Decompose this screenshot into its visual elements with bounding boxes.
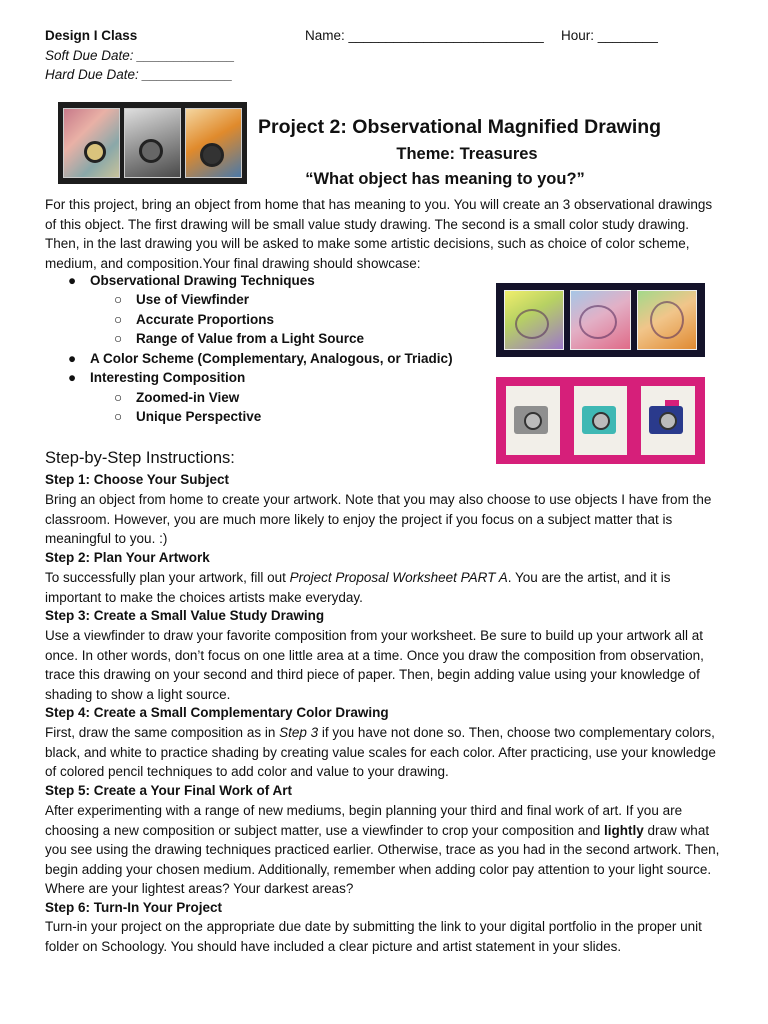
artwork-panel xyxy=(504,290,564,350)
list-item: A Color Scheme (Complementary, Analogous, or Triadic) xyxy=(90,351,453,366)
soft-due-date: Soft Due Date: _____________ xyxy=(45,47,235,63)
step-2-text xyxy=(45,568,725,607)
bullet-dot: ● xyxy=(68,370,77,385)
project-question: “What object has meaning to you?” xyxy=(305,170,585,188)
step-4-text xyxy=(45,723,725,782)
step-5-text xyxy=(45,801,725,899)
name-field: Name: __________________________ xyxy=(305,28,544,43)
wheel-shape xyxy=(200,143,224,167)
step-1-title: Step 1: Choose Your Subject xyxy=(45,472,230,487)
camera-shape xyxy=(649,406,683,434)
project-title: Project 2: Observational Magnified Drawing xyxy=(258,116,662,138)
bullet-dot: ● xyxy=(68,273,77,288)
list-item: Unique Perspective xyxy=(136,409,262,424)
hard-due-date: Hard Due Date: ____________ xyxy=(45,67,233,82)
swirl-shape xyxy=(650,301,684,339)
camera-shape xyxy=(514,406,548,434)
artwork-panel xyxy=(63,108,120,178)
camera-artwork-image xyxy=(496,377,705,464)
step-3-title: Step 3: Create a Small Value Study Drawing xyxy=(45,608,325,623)
step-4-title: Step 4: Create a Small Complementary Color Drawing xyxy=(45,705,389,720)
car-wheel-artwork-image xyxy=(58,102,247,184)
artwork-panel xyxy=(570,290,630,350)
swirl-shape xyxy=(579,305,617,339)
step-3-text: Use a viewfinder to draw your favorite composition from your worksheet. Be sure to build up your artwork all at once. In other words, don’t focus on one little area at a time. Once you draw the composition from observation, trace this drawing on your second and third piece of paper. Then, begin adding value using your knowledge of shading to show a light source. xyxy=(45,628,704,702)
list-item: Accurate Proportions xyxy=(136,312,275,327)
bullet-circle: ○ xyxy=(114,409,123,424)
step-5-title: Step 5: Create a Your Final Work of Art xyxy=(45,783,293,798)
lens-shape xyxy=(592,412,610,430)
artwork-panel xyxy=(506,386,560,455)
list-item: Observational Drawing Techniques xyxy=(90,273,315,288)
step-2-text-start: To successfully plan your artwork, fill out xyxy=(45,570,290,585)
bullet-dot: ● xyxy=(68,351,77,366)
artwork-panel xyxy=(124,108,181,178)
project-theme: Theme: Treasures xyxy=(396,145,538,163)
bullet-circle: ○ xyxy=(114,331,123,346)
bullet-circle: ○ xyxy=(114,312,123,327)
step-4-text-start: First, draw the same composition as in xyxy=(45,725,280,740)
class-label: Design I Class xyxy=(45,28,138,43)
artwork-panel xyxy=(185,108,242,178)
step-2-title: Step 2: Plan Your Artwork xyxy=(45,550,210,565)
camera-shape xyxy=(582,406,616,434)
list-item: Use of Viewfinder xyxy=(136,292,250,307)
emphasis-lightly: lightly xyxy=(604,822,644,838)
artwork-panel xyxy=(574,386,628,455)
list-item: Zoomed-in View xyxy=(136,390,240,405)
lens-shape xyxy=(659,412,677,430)
header-left xyxy=(45,26,235,85)
bullet-circle: ○ xyxy=(114,292,123,307)
wheel-shape xyxy=(84,141,106,163)
step-6-text: Turn-in your project on the appropriate due date by submitting the link to your digital portfolio in the proper unit folder on Schoology. You should have included a clear picture and artist statement in your slides. xyxy=(45,919,702,954)
color-study-artwork-image xyxy=(496,283,705,357)
artwork-panel xyxy=(641,386,695,455)
steps-heading: Step-by-Step Instructions: xyxy=(45,449,235,467)
step-2-text-end: . You are the artist, and it is important to make the choices artists make everyday. xyxy=(45,570,671,605)
step-4-text-end: if you have not done so. Then, choose two complementary colors, black, and white to practice shading by creating value scales for each color. After practicing, use your knowledge of colored pencil techniques to add color and value to your drawing. xyxy=(45,725,716,779)
list-item: Interesting Composition xyxy=(90,370,246,385)
artwork-panel xyxy=(637,290,697,350)
worksheet-name: Project Proposal Worksheet PART A xyxy=(289,570,508,585)
step-5-text-end: draw what you see using the drawing techniques practiced earlier. Otherwise, trace as you had in the second artwork. Then, begin adding your chosen medium. Additionally, remember when adding color pay attention to your light source. Where are your lightest areas? Your darkest areas? xyxy=(45,822,720,896)
bullet-circle: ○ xyxy=(114,390,123,405)
step-5-text-start: After experimenting with a range of new mediums, begin planning your third and final work of art. If you are choosing a new composition or subject matter, use a viewfinder to crop your composition and xyxy=(45,803,683,838)
intro-paragraph: For this project, bring an object from home that has meaning to you. You will create an 3 observational drawings of this object. The first drawing will be small value study drawing. The second is a small color study drawing. Then, in the last drawing you will be asked to make some artistic decisions, such as choice of color scheme, medium, and composition.Your final drawing should showcase: xyxy=(45,197,713,271)
wheel-shape xyxy=(139,139,163,163)
swirl-shape xyxy=(515,309,549,339)
hour-field: Hour: ________ xyxy=(561,28,658,43)
step-reference: Step 3 xyxy=(279,725,319,740)
lens-shape xyxy=(524,412,542,430)
list-item: Range of Value from a Light Source xyxy=(136,331,365,346)
step-1-text: Bring an object from home to create your artwork. Note that you may also choose to use objects I have from the classroom. However, you are much more likely to enjoy the project if you focus on a subject matter that is meaningful to you. :) xyxy=(45,492,712,546)
step-6-title: Step 6: Turn-In Your Project xyxy=(45,900,223,915)
